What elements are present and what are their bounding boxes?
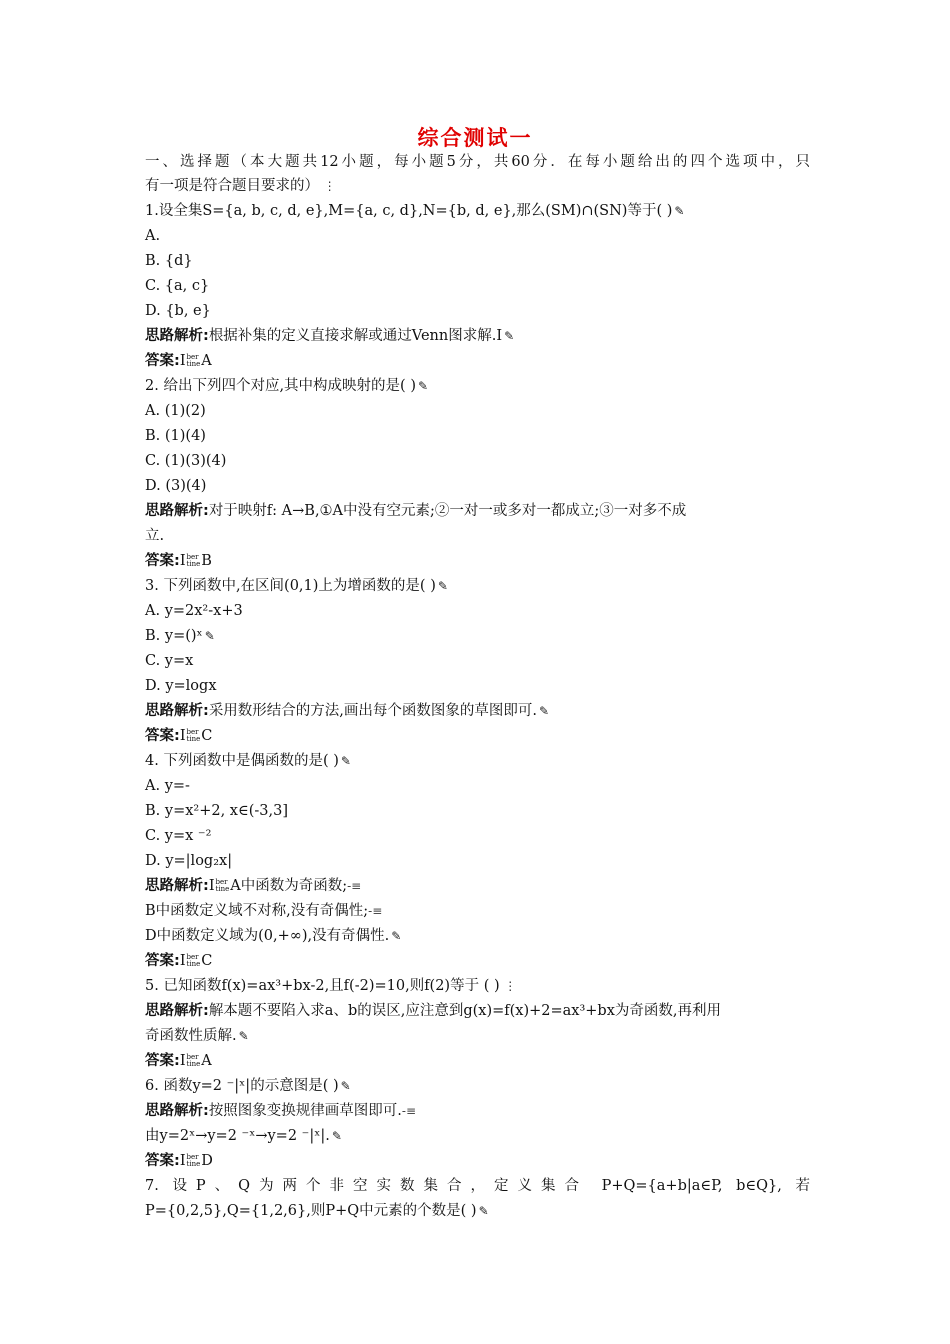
question-5-stem: 5. 已知函数f(x)=ax³+bx-2,且f(-2)=10,则f(2)等于 ( ) ⋮ <box>145 978 517 994</box>
question-5-answer: 答案:Iber tineA <box>145 1053 212 1069</box>
edit-mark-icon: ✎ <box>539 704 550 718</box>
edit-mark-icon: ✎ <box>340 754 351 768</box>
question-4-analysis-line-3: D中函数定义域为(0,+∞),没有奇偶性. ✎ <box>145 928 402 944</box>
question-6-analysis-line-1: 思路解析:按照图象变换规律画草图即可.-≡ <box>145 1103 417 1119</box>
edit-mark-icon: ✎ <box>478 1204 489 1218</box>
edit-mark-icon: ✎ <box>340 1079 351 1093</box>
edit-mark-icon: ✎ <box>238 1029 249 1043</box>
question-4-stem: 4. 下列函数中是偶函数的是( ) ✎ <box>145 753 351 769</box>
edit-mark-icon: ✎ <box>331 1129 342 1143</box>
question-6-stem: 6. 函数y=2 ⁻|ˣ|的示意图是( ) ✎ <box>145 1078 351 1094</box>
question-1-stem: 1.设全集S={a, b, c, d, e},M={a, c, d},N={b, d, e},那么(SM)∩(SN)等于( ) ✎ <box>145 203 685 219</box>
question-3-answer: 答案:Iber tineC <box>145 728 213 744</box>
question-4-option-b: B. y=x²+2, x∈(-3,3] <box>145 803 288 819</box>
edit-mark-icon: ✎ <box>504 329 515 343</box>
question-1-option-c: C. {a, c} <box>145 278 210 294</box>
question-3-analysis: 思路解析:采用数形结合的方法,画出每个函数图象的草图即可. ✎ <box>145 703 550 719</box>
question-2-answer: 答案:Iber tineB <box>145 553 212 569</box>
question-4-analysis-line-2: B中函数定义域不对称,没有奇偶性;-≡ <box>145 903 383 919</box>
question-3-option-d: D. y=logx <box>145 678 217 694</box>
question-5-analysis-line-1: 思路解析:解本题不要陷入求a、b的误区,应注意到g(x)=f(x)+2=ax³+bx为奇函数,再利用 <box>145 1003 722 1019</box>
edit-mark-icon: ✎ <box>437 579 448 593</box>
question-1-option-d: D. {b, e} <box>145 303 211 319</box>
question-2-stem: 2. 给出下列四个对应,其中构成映射的是( ) ✎ <box>145 378 429 394</box>
question-1-analysis: 思路解析:根据补集的定义直接求解或通过Venn图求解.I ✎ <box>145 328 515 344</box>
question-2-option-b: B. (1)(4) <box>145 428 206 444</box>
page-title: 综合测试一 <box>417 125 533 150</box>
edit-mark-icon: ✎ <box>674 204 685 218</box>
question-7-stem-line-1: 7. 设P、Q为两个非空实数集合，定义集合 P+Q={a+b|a∈P, b∈Q}, 若 <box>145 1178 810 1194</box>
question-2-analysis-line-1: 思路解析:对于映射f: A→B,①A中没有空元素;②一对一或多对一都成立;③一对多不成 <box>145 503 687 519</box>
edit-mark-icon: ✎ <box>204 629 215 643</box>
section-intro-line-2: 有一项是符合题目要求的） ⋮ <box>145 178 336 194</box>
question-2-option-d: D. (3)(4) <box>145 478 207 494</box>
question-3-option-b: B. y=()ˣ ✎ <box>145 628 215 644</box>
question-2-option-c: C. (1)(3)(4) <box>145 453 227 469</box>
question-6-answer: 答案:Iber tineD <box>145 1153 213 1169</box>
question-3-stem: 3. 下列函数中,在区间(0,1)上为增函数的是( ) ✎ <box>145 578 448 594</box>
question-5-analysis-line-2: 奇函数性质解. ✎ <box>145 1028 249 1044</box>
edit-mark-icon: ✎ <box>417 379 429 393</box>
edit-mark-icon: ✎ <box>391 929 402 943</box>
question-4-option-a: A. y=- <box>145 778 190 794</box>
question-1-option-a: A. <box>145 228 161 244</box>
question-7-stem-line-2: P={0,2,5},Q={1,2,6},则P+Q中元素的个数是( ) ✎ <box>145 1203 489 1219</box>
question-1-answer: 答案:Iber tineA <box>145 353 212 369</box>
question-4-option-c: C. y=x ⁻² <box>145 828 212 844</box>
question-6-analysis-line-2: 由y=2ˣ→y=2 ⁻ˣ→y=2 ⁻|ˣ|. ✎ <box>145 1128 342 1144</box>
question-2-analysis-line-2: 立. <box>145 528 165 544</box>
question-4-option-d: D. y=|log₂x| <box>145 853 233 869</box>
question-3-option-a: A. y=2x²-x+3 <box>145 603 243 619</box>
section-intro-line-1: 一、选择题（本大题共12小题，每小题5分，共60分．在每小题给出的四个选项中，只 <box>145 154 810 170</box>
question-1-option-b: B. {d} <box>145 253 193 269</box>
question-4-answer: 答案:Iber tineC <box>145 953 213 969</box>
question-2-option-a: A. (1)(2) <box>145 403 206 419</box>
question-4-analysis-line-1: 思路解析:Iber tineA中函数为奇函数;-≡ <box>145 878 362 894</box>
question-3-option-c: C. y=x <box>145 653 194 669</box>
